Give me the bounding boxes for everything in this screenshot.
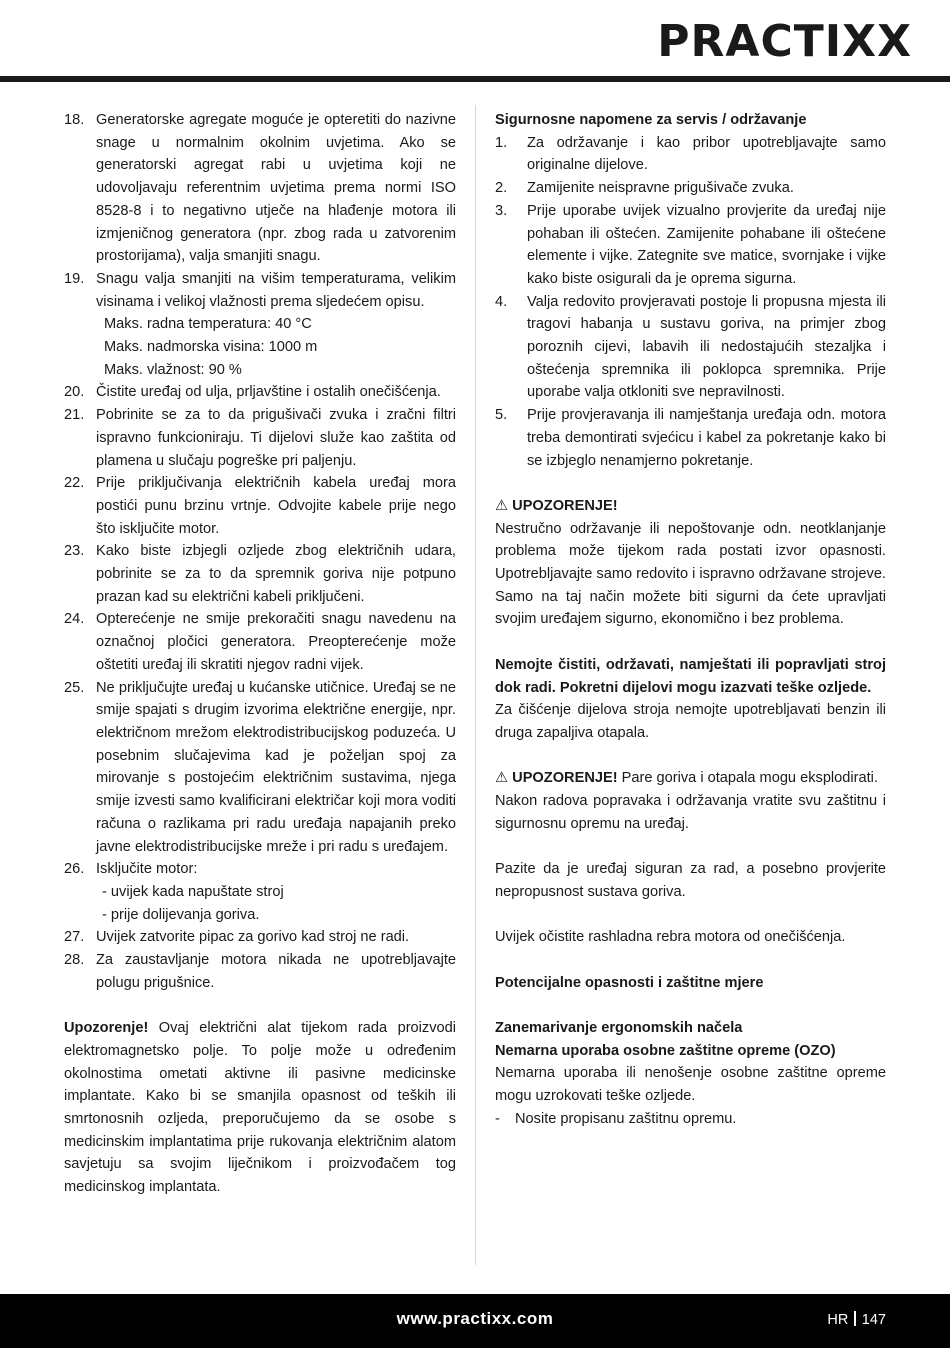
hazards-heading: Potencijalne opasnosti i zaštitne mjere <box>495 974 764 991</box>
vapor-warning <box>495 767 886 790</box>
item-number: 19. <box>64 270 85 287</box>
item-number: 25. <box>64 679 85 696</box>
list-item <box>64 404 456 472</box>
limit-humidity: Maks. vlažnost: 90 % <box>104 361 242 378</box>
warning-label: Upozorenje! <box>64 1020 149 1037</box>
item-text: Opterećenje ne smije prekoračiti snagu navedenu na označnoj pločici generatora. Preopterećenje može oštetiti uređaj ili skratiti njegov radni vijek. <box>96 611 456 673</box>
list-item <box>64 472 456 540</box>
warning-heading <box>495 495 886 518</box>
warning-text: Pare goriva i otapala mogu eksplodirati. <box>617 770 878 787</box>
list-item <box>64 608 456 676</box>
motor-off-when-refueling: - prije dolijevanja goriva. <box>102 906 260 923</box>
maintenance-warning-text: Nestručno održavanje ili nepoštovanje odn. neotklanjanje problema može tijekom rada postati izvor opasnosti. Upotrebljavajte samo redovito i ispravno održavane strojeve. Samo na taj način možete biti sigurni da ćete upravljati svojim uređajem sigurno, ekonomično i bez problema. <box>495 520 886 628</box>
brand-logo: PRACTIXX <box>657 16 912 67</box>
item-text: Snagu valja smanjiti na višim temperaturama, velikim visinama i velikoj vlažnosti prema sljedećem opisu. <box>96 270 456 310</box>
list-item <box>64 858 456 881</box>
item-number: 2. <box>495 180 508 197</box>
item-number: 21. <box>64 407 85 424</box>
item-text: Valja redovito provjeravati postoje li propusna mjesta ili tragovi habanja u sustavu goriva, na primjer zbog poroznih cijevi, labavih ili nedostajućih stezaljka i oštećenja spremnika ili poklopca spremnika. Prije uporabe valja otkloniti sve nepravilnosti. <box>527 293 886 401</box>
cooling-fins-note: Uvijek očistite rashladna rebra motora od onečišćenja. <box>495 929 846 946</box>
ppe-heading: Nemarna uporaba osobne zaštitne opreme (OZO) <box>495 1042 836 1059</box>
safety-list-part2 <box>64 381 456 880</box>
language-code: HR <box>827 1312 849 1328</box>
item-number: 1. <box>495 134 508 151</box>
item-text: Pobrinite se za to da prigušivači zvuka i zračni filtri ispravno funkcioniraju. Ti dijelovi služe kao zaštita od plamena u slučaju pogreške pri paljenju. <box>96 407 456 469</box>
after-repair-note: Nakon radova popravaka i održavanja vratite svu zaštitnu i sigurnosnu opremu na uređaj. <box>495 793 886 832</box>
item-number: 20. <box>64 384 85 401</box>
list-item <box>495 404 886 472</box>
list-item <box>495 177 886 200</box>
list-item <box>64 949 456 994</box>
warning-label: UPOZORENJE! <box>512 770 618 787</box>
separator <box>854 1311 856 1326</box>
ergonomics-heading: Zanemarivanje ergonomskih načela <box>495 1020 743 1037</box>
item-number: 23. <box>64 543 85 560</box>
item-text: Zamijenite neispravne prigušivače zvuka. <box>527 180 794 197</box>
cleaning-note: Za čišćenje dijelova stroja nemojte upotrebljavati benzin ili druga zapaljiva otapala. <box>495 702 886 741</box>
ppe-bullet <box>495 1108 886 1131</box>
header-rule <box>0 76 950 82</box>
list-item <box>64 926 456 949</box>
item-number: 22. <box>64 475 85 492</box>
list-item <box>495 132 886 177</box>
ppe-bullet-text: Nosite propisanu zaštitnu opremu. <box>515 1110 737 1127</box>
dash-bullet: - <box>495 1110 500 1127</box>
safety-list-part3 <box>64 926 456 994</box>
safety-check-note: Pazite da je uređaj siguran za rad, a posebno provjerite nepropusnost sustava goriva. <box>495 861 886 900</box>
list-item <box>64 677 456 859</box>
item-text: Isključite motor: <box>96 861 198 878</box>
column-divider <box>475 105 476 1265</box>
safety-list-part1 <box>64 109 456 313</box>
service-list <box>495 132 886 473</box>
right-column <box>495 109 886 1131</box>
item-text: Prije provjeravanja ili namještanja uređaja odn. motora treba demontirati svjećicu i kabel za pokretanje kako bi se izbjeglo nenamjerno pokretanje. <box>527 407 886 469</box>
motor-off-when-leaving: - uvijek kada napuštate stroj <box>102 883 284 900</box>
item-number: 24. <box>64 611 85 628</box>
page-indicator <box>827 1309 886 1332</box>
item-number: 18. <box>64 112 85 128</box>
item-text: Prije uporabe uvijek vizualno provjerite da uređaj nije pohaban ili oštećen. Zamijenite pohabane ili oštećene elemente i vijke. Zategnite sve matice, svornjake i vijke kako biste osigurali da je oprema sigurna. <box>527 202 886 287</box>
item-text: Prije priključivanja električnih kabela uređaj mora postići punu brzinu vrtnje. Odvojite kabele prije nego što isključite motor. <box>96 475 456 537</box>
moving-parts-warning: Nemojte čistiti, održavati, namještati ili popravljati stroj dok radi. Pokretni dijelovi mogu izazvati teške ozljede. <box>495 656 886 696</box>
item-number: 3. <box>495 202 508 219</box>
list-item <box>64 540 456 608</box>
item-text: Uvijek zatvorite pipac za gorivo kad stroj ne radi. <box>96 929 410 946</box>
item-text: Za održavanje i kao pribor upotrebljavajte samo originalne dijelove. <box>527 134 886 174</box>
item-text: Kako biste izbjegli ozljede zbog električnih udara, pobrinite se za to da spremnik goriva nije potpuno prazan kad su električni kabeli priključeni. <box>96 543 456 605</box>
left-column <box>64 109 456 1199</box>
item-number: 4. <box>495 293 508 310</box>
list-item <box>64 109 456 268</box>
list-item <box>64 268 456 313</box>
footer-bar <box>0 1294 950 1348</box>
website-link[interactable]: www.practixx.com <box>396 1309 554 1328</box>
item-text: Ne priključujte uređaj u kućanske utičnice. Uređaj se ne smije spajati s drugim izvorima električne energije, npr. električnom mrežom elektrodistribucijskog poduzeća. U posebnim slučajevima kad je poželjan spoj za mirovanje s postojećim električnim sustavima, njega smije izvesti samo kvalificirani električar koji mora voditi računa o razlikama pri radu uređaja napajanih preko javne elektrodistribucijske mreže i pri radu s uređajem. <box>96 679 456 855</box>
item-text: Čistite uređaj od ulja, prljavštine i ostalih onečišćenja. <box>96 384 441 401</box>
ppe-text: Nemarna uporaba ili nenošenje osobne zaštitne opreme mogu uzrokovati teške ozljede. <box>495 1065 886 1105</box>
list-item <box>64 381 456 404</box>
item-number: 26. <box>64 861 85 878</box>
item-text: Za zaustavljanje motora nikada ne upotrebljavajte polugu prigušnice. <box>96 952 456 991</box>
page-number: 147 <box>861 1312 886 1328</box>
service-heading: Sigurnosne napomene za servis / održavanje <box>495 112 807 128</box>
item-text: Generatorske agregate moguće je opteretiti do nazivne snage u normalnim okolnim uvjetima. Ako se generatorski agregat rabi u uvjetima koji ne udovoljavaju referentnim uvjetima prema normi ISO 8528-8 i to negativno utječe na hlađenje motora ili izmjeničnog generatora (npr. zbog rada u zatvorenim prostorijama), valja smanjiti snagu. <box>96 112 456 265</box>
item-number: 28. <box>64 952 85 969</box>
list-item <box>495 291 886 405</box>
item-number: 27. <box>64 929 85 946</box>
limit-altitude: Maks. nadmorska visina: 1000 m <box>104 339 318 356</box>
item-number: 5. <box>495 407 508 424</box>
warning-label: UPOZORENJE! <box>512 497 618 514</box>
emf-warning <box>64 1017 456 1199</box>
list-item <box>495 200 886 291</box>
limit-temperature: Maks. radna temperatura: 40 °C <box>104 316 312 333</box>
warning-triangle-icon: ⚠ <box>495 770 509 787</box>
warning-triangle-icon: ⚠ <box>495 497 509 514</box>
warning-text: Ovaj električni alat tijekom rada proizvodi elektromagnetsko polje. To polje može u određenim okolnostima ometati aktivne ili pasivne medicinske implantate. Kako bi se smanjila opasnost od teških ili smrtonosnih ozljeda, preporučujemo da se osobe s medicinskim implantatima prije rukovanja električnim alatom savjetuju sa svojim liječnikom i proizvođačem tog medicinskog implantata. <box>64 1020 456 1196</box>
